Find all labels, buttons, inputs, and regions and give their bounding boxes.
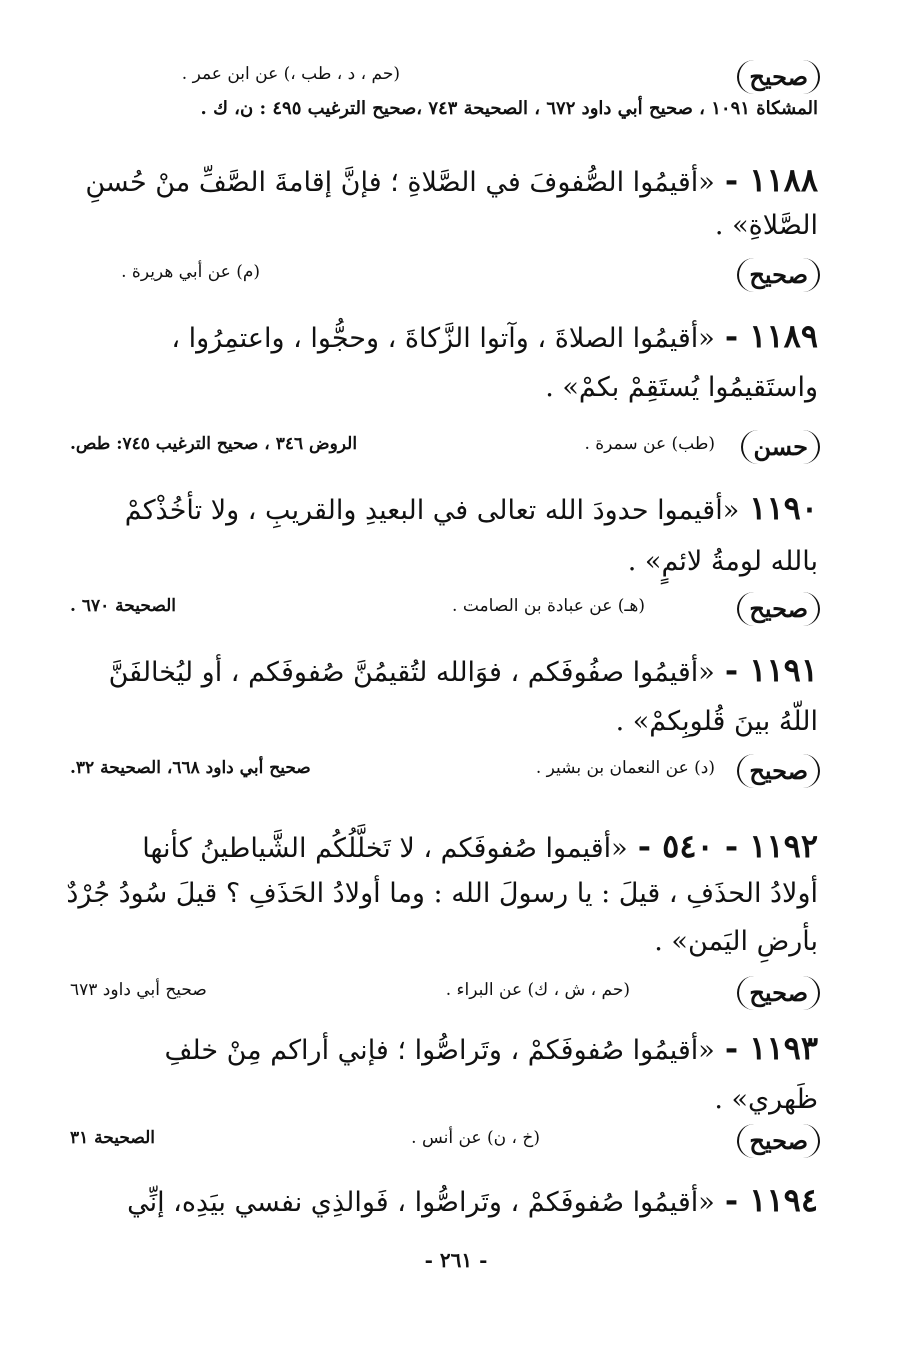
source-text: (م) عن أبي هريرة . [121,262,260,282]
hadith-1190-grade-line [70,592,820,632]
source-text: (طب) عن سمرة . [584,434,715,454]
grade-badge: صحيح [737,1124,820,1158]
source-text: (خ ، ن) عن أنس . [411,1128,540,1148]
hadith-text: «أقيمُوا صفُوفَكم ، فوَالله لتُقيمُنَّ صُفوفَكم ، أو ليُخالفَنَّ [108,657,715,688]
hadith-1192-cont-1: أولادُ الحذَفِ ، قيلَ : يا رسولَ الله : وما أولادُ الحَذَفِ ؟ قيلَ سُودُ جُرْدٌ [66,878,818,909]
hadith-1189 [70,316,818,359]
hadith-1193-cont: ظَهري» . [714,1084,818,1115]
hadith-text: «أقيموا حدودَ الله تعالى في البعيدِ والقريبِ ، ولا تأخُذْكمْ [124,495,740,526]
source-text: (هـ) عن عبادة بن الصامت . [452,596,645,616]
hadith-1191-cont: اللّهُ بينَ قُلوبِكمْ» . [615,706,818,737]
hadith-number: ١١٩٢ - ٥٤٠ - [637,827,818,865]
grade-badge: صحيح [737,592,820,626]
hadith-number: ١١٩١ - [724,651,818,689]
hadith-text: «أقيموا صُفوفَكم ، لا تَخلَّلُكُم الشَّياطينُ كأنها [142,833,628,864]
grade-badge: صحيح [737,976,820,1010]
hadith-1193 [70,1028,818,1071]
grade-badge: صحيح [737,60,820,94]
hadith-number: ١١٨٨ - [724,161,818,199]
source-text: (د) عن النعمان بن بشير . [535,758,715,778]
page-number: - ٢٦١ - [424,1248,488,1272]
hadith-1188-grade-line [70,258,820,298]
grade-badge: صحيح [737,754,820,788]
grade-badge: صحيح [737,258,820,292]
hadith-1191-grade-line [70,754,820,794]
hadith-1192-grade-line [70,976,820,1016]
refs-text: الصحيحة ٦٧٠ . [70,596,177,616]
hadith-text: «أقيمُوا صُفوفَكمْ ، وتَراصُّوا ؛ فإني أراكم مِنْ خلفِ [164,1035,715,1066]
hadith-1193-grade-line [70,1124,820,1164]
refs-text: الروض ٣٤٦ ، صحيح الترغيب ٧٤٥: طص. [70,434,358,454]
hadith-text: «أقيمُوا صُفوفَكمْ ، وتَراصُّوا ، فَوالذِي نفسي بيَدِه، إنِّي [127,1187,715,1218]
hadith-number: ١١٩٣ - [724,1029,818,1067]
hadith-number: ١١٨٩ - [724,317,818,355]
hadith-1189-grade-line [70,430,820,470]
refs-text: صحيح أبي داود ٦٦٨، الصحيحة ٣٢. [70,758,311,778]
hadith-text: «أقيمُوا الصلاةَ ، وآتوا الزَّكاةَ ، وحجُّوا ، واعتمِرُوا ، [171,323,715,354]
hadith-1190-cont: بالله لومةُ لائمٍ» . [627,546,818,577]
top-refs: المشكاة ١٠٩١ ، صحيح أبي داود ٦٧٢ ، الصحيحة ٧٤٣ ،صحيح الترغيب ٤٩٥ : ن، ك . [200,98,818,119]
hadith-1194 [70,1180,818,1223]
hadith-1190 [70,488,818,531]
hadith-1188 [70,160,818,203]
hadith-1192-cont-2: بأرضِ اليَمن» . [654,926,818,957]
hadith-1191 [70,650,818,693]
top-grade-line [70,60,820,100]
refs-text: صحيح أبي داود ٦٧٣ [70,980,207,1000]
source-text: (حم ، د ، طب ،) عن ابن عمر . [181,64,400,84]
hadith-number: ١١٩٠ [749,489,818,527]
hadith-1189-cont: واستَقيمُوا يُستَقِمْ بكمْ» . [545,372,818,403]
refs-text: الصحيحة ٣١ [70,1128,156,1148]
hadith-1192 [70,826,818,869]
grade-badge: حسن [741,430,820,464]
hadith-text: «أقيمُوا الصُّفوفَ في الصَّلاةِ ؛ فإنَّ إقامةَ الصَّفِّ منْ حُسنِ [85,167,715,198]
hadith-1188-cont: الصَّلاةِ» . [714,210,818,241]
hadith-number: ١١٩٤ - [724,1181,818,1219]
source-text: (حم ، ش ، ك) عن البراء . [445,980,630,1000]
